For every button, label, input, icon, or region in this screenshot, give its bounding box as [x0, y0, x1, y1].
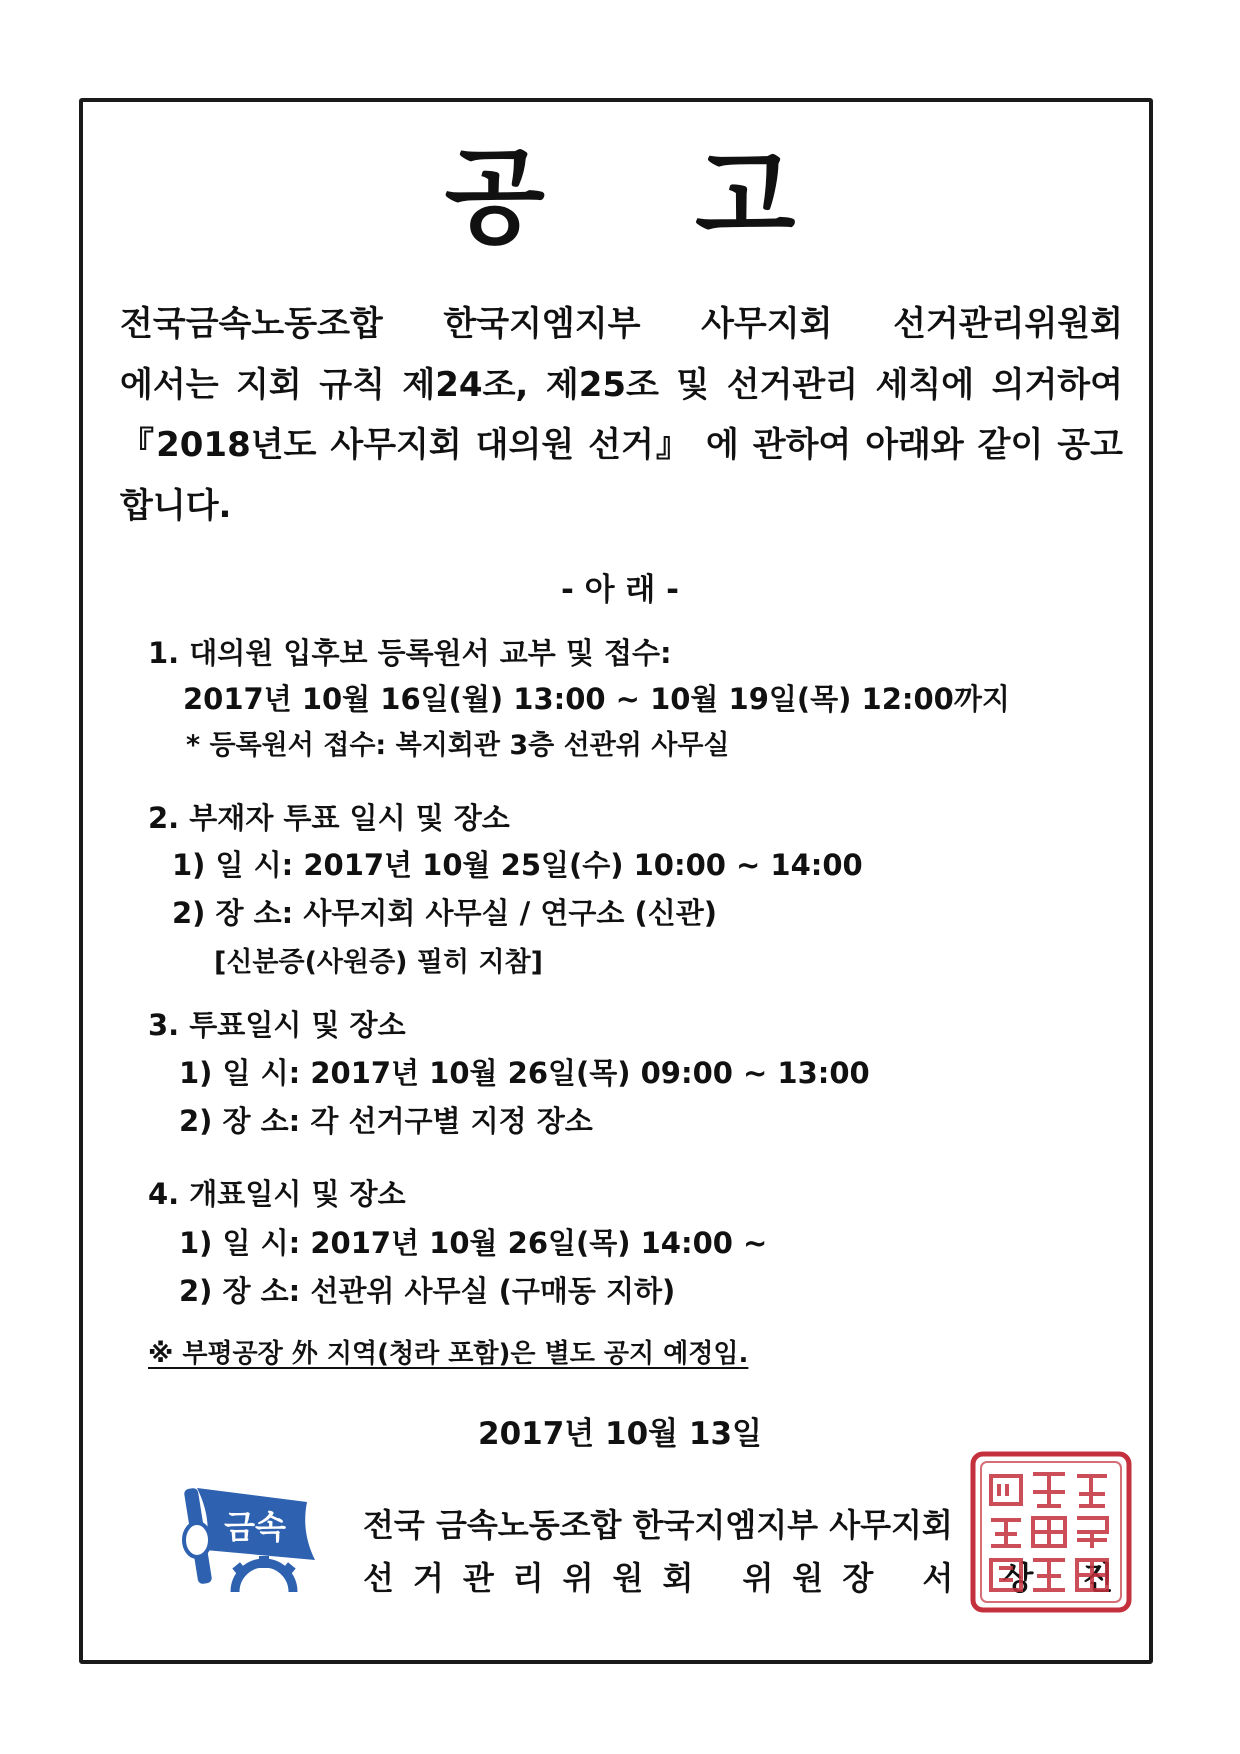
- item-1-line-1: 2017년 10월 16일(월) 13:00 ~ 10월 19일(목) 12:00까지: [183, 682, 1010, 716]
- item-1-line-2: * 등록원서 접수: 복지회관 3층 선관위 사무실: [186, 730, 730, 761]
- title-char-1: 공: [444, 136, 545, 258]
- intro-line-3: 『2018년도 사무지회 대의원 선거』 에 관하여 아래와 같이 공고: [120, 425, 1123, 465]
- notice-title: [0, 136, 1240, 258]
- item-2-line-3: [신분증(사원증) 필히 지참]: [214, 947, 543, 978]
- item-3-line-2: 2) 장 소: 각 선거구별 지정 장소: [179, 1104, 593, 1138]
- union-logo: [175, 1480, 325, 1600]
- item-2-line-2: 2) 장 소: 사무지회 사무실 / 연구소 (신관): [172, 896, 717, 930]
- item-1-title: 1. 대의원 입후보 등록원서 교부 및 접수:: [148, 636, 672, 670]
- footnote: ※ 부평공장 外 지역(청라 포함)은 별도 공지 예정임.: [148, 1339, 749, 1369]
- item-2-title: 2. 부재자 투표 일시 및 장소: [148, 801, 510, 835]
- official-seal: [967, 1448, 1135, 1616]
- item-2-line-1: 1) 일 시: 2017년 10월 25일(수) 10:00 ~ 14:00: [172, 848, 863, 882]
- intro-line-2: 에서는 지회 규칙 제24조, 제25조 및 선거관리 세칙에 의거하여: [120, 365, 1123, 405]
- title-char-2: 고: [695, 136, 796, 258]
- item-4-line-2: 2) 장 소: 선관위 사무실 (구매동 지하): [179, 1274, 676, 1308]
- intro-line-4: 합니다.: [120, 486, 232, 526]
- item-4-line-1: 1) 일 시: 2017년 10월 26일(목) 14:00 ~: [179, 1226, 768, 1260]
- intro-line-1: 전국금속노동조합 한국지엠지부 사무지회 선거관리위원회: [120, 304, 1123, 344]
- signature-committee: 선거관리위원회 위원장 서 상 진: [363, 1559, 1133, 1597]
- item-3-title: 3. 투표일시 및 장소: [148, 1008, 406, 1042]
- item-3-line-1: 1) 일 시: 2017년 10월 26일(목) 09:00 ~ 13:00: [179, 1056, 870, 1090]
- signature-org: 전국 금속노동조합 한국지엠지부 사무지회: [363, 1506, 953, 1544]
- notice-date: 2017년 10월 13일: [478, 1416, 762, 1452]
- section-heading: - 아 래 -: [560, 572, 679, 608]
- item-4-title: 4. 개표일시 및 장소: [148, 1177, 406, 1211]
- logo-text: 금속: [224, 1508, 286, 1546]
